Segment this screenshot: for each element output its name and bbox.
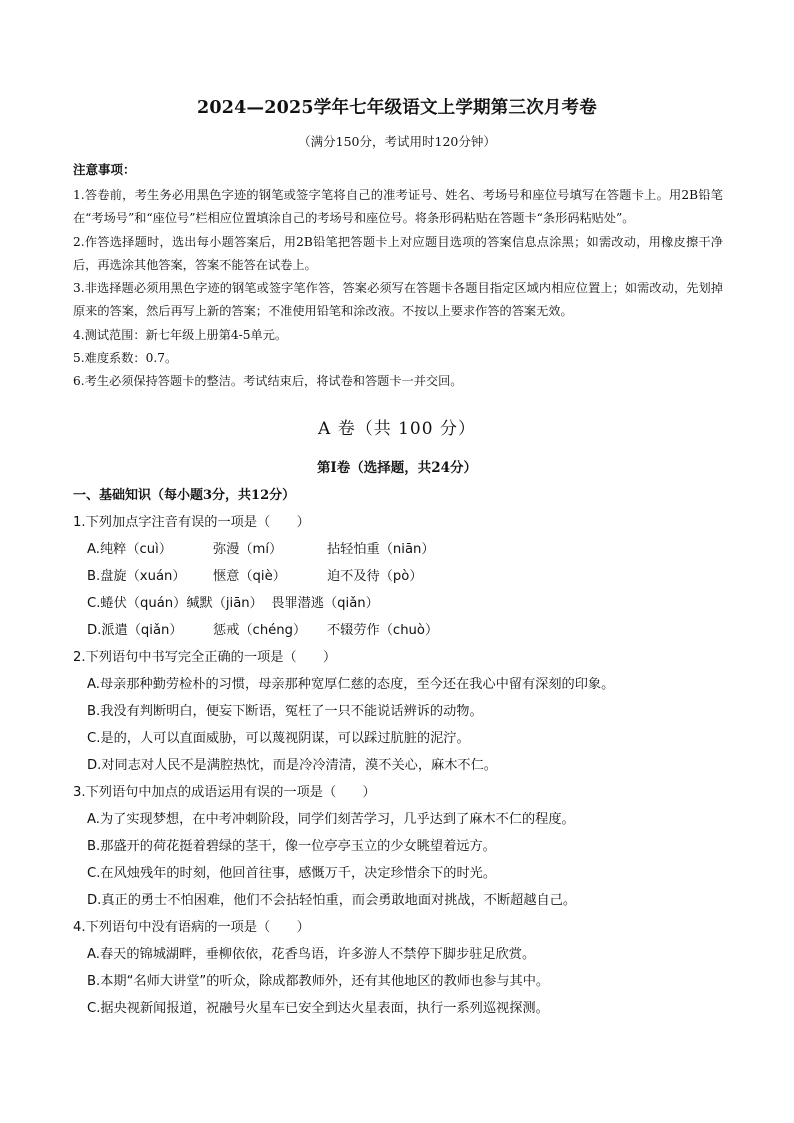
question-3-option-c: C.在风烛残年的时刻，他回首往事，感慨万千，决定珍惜余下的时光。 (87, 866, 497, 881)
question-1-option-d (87, 617, 733, 644)
note-item: 6.考生必须保持答题卡的整洁。考试结束后，将试卷和答题卡一并交回。 (73, 374, 463, 389)
option-word: A.纯粹（cuì） (87, 542, 173, 557)
notes-list (73, 184, 723, 394)
option-word: 拈轻怕重（niān） (327, 542, 435, 557)
note-item: 5.难度系数：0.7。 (73, 351, 178, 366)
question-4-option-b: B.本期“名师大讲堂”的听众，除成都教师外，还有其他地区的教师也参与其中。 (87, 974, 550, 989)
question-1-option-a (87, 536, 733, 563)
question-1-stem: 1.下列加点字注音有误的一项是（ ） (73, 515, 310, 530)
option-word: 惩戒（chéng） (213, 623, 307, 638)
option-word: 弥漫（mí） (213, 542, 283, 557)
question-2-stem: 2.下列语句中书写完全正确的一项是（ ） (73, 650, 337, 665)
question-3-option-b: B.那盛开的荷花挺着碧绿的茎干，像一位亭亭玉立的少女眺望着远方。 (87, 839, 496, 854)
questions-area (73, 509, 733, 1022)
question-2-option-a: A.母亲那种勤劳检朴的习惯，母亲那种宽厚仁慈的态度，至今还在我心中留有深刻的印象。 (87, 677, 615, 692)
section-1-heading: 一、基础知识（每小题3分，共12分） (73, 488, 296, 503)
question-4-stem: 4.下列语句中没有语病的一项是（ ） (73, 920, 310, 935)
question-4-option-c: C.据央视新闻报道，祝融号火星车已安全到达火星表面，执行一系列巡视探测。 (87, 1001, 549, 1016)
question-3-option-d: D.真正的勇士不怕困难，他们不会拈轻怕重，而会勇敢地面对挑战，不断超越自己。 (87, 893, 577, 908)
question-3-stem: 3.下列语句中加点的成语运用有误的一项是（ ） (73, 785, 376, 800)
option-word: B.盘旋（xuán） (87, 569, 186, 584)
note-item: 1.答卷前，考生务必用黑色字迹的钢笔或签字笔将自己的准考证号、姓名、考场号和座位号填写在答题卡上。用2B铅笔在“考场号”和“座位号”栏相应位置填涂自己的考场号和座位号。将条形码粘贴在答题卡“条形码粘贴处”。 (73, 188, 723, 226)
notes-heading: 注意事项： (73, 162, 136, 177)
exam-title: 2024—2025学年七年级语文上学期第三次月考卷 (197, 98, 597, 118)
option-word: 畏罪潜逃（qiǎn） (271, 596, 379, 611)
note-item: 3.非选择题必须用黑色字迹的钢笔或签字笔作答，答案必须写在答题卡各题目指定区域内相应位置上；如需改动，先划掉原来的答案，然后再写上新的答案；不准使用铅笔和涂改液。不按以上要求作答的答案无效。 (73, 281, 723, 319)
question-1-option-b (87, 563, 733, 590)
note-item: 2.作答选择题时，选出每小题答案后，用2B铅笔把答题卡上对应题目选项的答案信息点涂黑；如需改动，用橡皮擦干净后，再选涂其他答案，答案不能答在试卷上。 (73, 234, 723, 272)
part-1-heading: 第Ⅰ卷（选择题，共24分） (316, 460, 478, 476)
exam-subtitle: （满分150分，考试用时120分钟） (298, 134, 496, 149)
question-1-option-c (87, 590, 733, 617)
part-a-heading: A 卷（共 100 分） (318, 419, 476, 439)
option-word: D.派遣（qiǎn） (87, 623, 183, 638)
option-word: 惬意（qiè） (213, 569, 286, 584)
question-2-option-b: B.我没有判断明白，便妄下断语，冤枉了一只不能说话辨诉的动物。 (87, 704, 483, 719)
question-2-option-c: C.是的，人可以直面威胁，可以蔑视阴谋，可以踩过肮脏的泥泞。 (87, 731, 470, 746)
question-2-option-d: D.对同志对人民不是满腔热忱，而是冷冷清清，漠不关心，麻木不仁。 (87, 758, 497, 773)
question-4-option-a: A.春天的锦城湖畔，垂柳依依，花香鸟语，许多游人不禁停下脚步驻足欣赏。 (87, 947, 536, 962)
option-word: 迫不及待（pò） (327, 569, 423, 584)
option-word: 不辍劳作（chuò） (327, 623, 439, 638)
note-item: 4.测试范围：新七年级上册第4-5单元。 (73, 327, 288, 342)
option-word: 缄默（jiān） (186, 596, 263, 611)
question-3-option-a: A.为了实现梦想，在中考冲刺阶段，同学们刻苦学习，几乎达到了麻木不仁的程度。 (87, 812, 575, 827)
option-word: C.蜷伏（quán） (87, 596, 187, 611)
